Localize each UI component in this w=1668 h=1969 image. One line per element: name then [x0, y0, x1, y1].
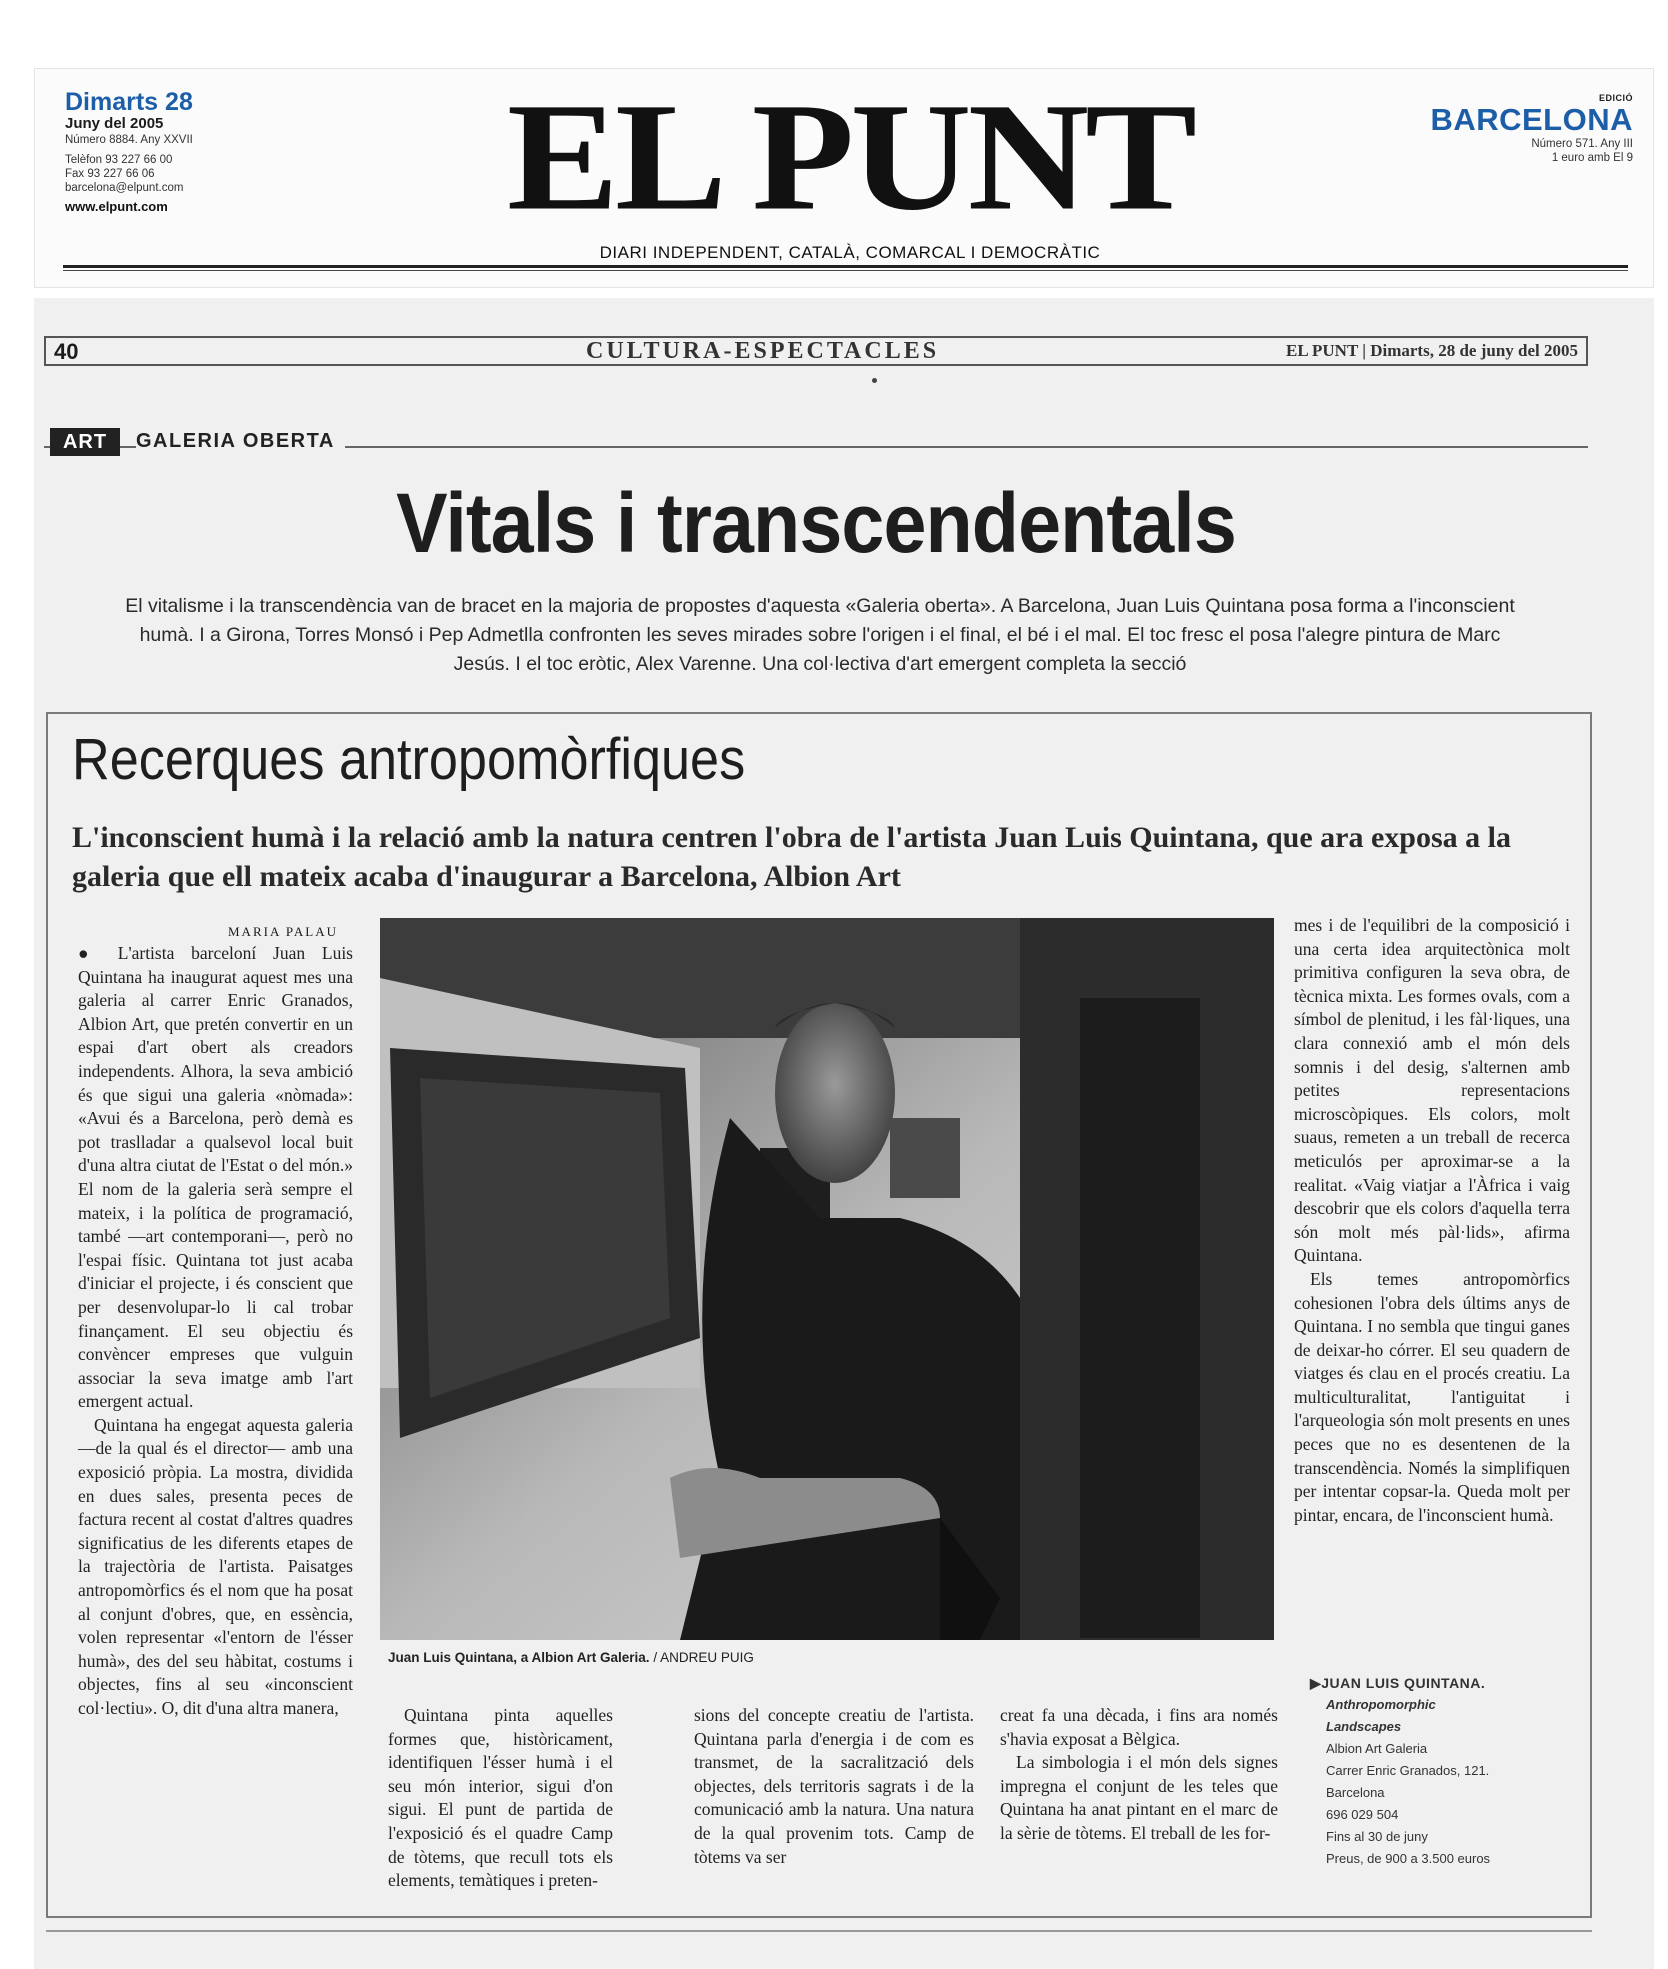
masthead-rule	[63, 265, 1628, 268]
masthead-issue: Número 8884. Any XXVII	[65, 134, 193, 146]
paragraph: Els temes antropomòrfics cohesionen l'obra dels últims anys de Quintana. I no sembla que tingui ganes de deixar-ho córrer. El seu quadern de viatges és clau en el procés creatiu. La multiculturalitat, l'antiguitat i l'arqueologia són molt presents en unes peces que no es desentenen de la transcendència. Només la simplifiquen per intentar copsar-la. Queda molt per pintar, encara, de l'inconscient humà.	[1294, 1268, 1570, 1525]
page-number: 40	[54, 339, 79, 364]
masthead	[34, 68, 1654, 288]
article-column-1	[78, 942, 353, 1721]
article-photo	[380, 918, 1274, 1640]
paragraph: sions del concepte creatiu de l'artista. Quintana parla d'energia i de com es transmet, de la sacralització dels objectes, dels territoris sagrats i de la comunicació amb la natura. Una natura de la qual provenim tots. Camp de tòtems va ser	[694, 1705, 974, 1867]
paragraph: Quintana pinta aquelles formes que, històricament, identifiquen l'ésser humà i el seu món interior, sigui d'on sigui. El punt de partida de l'exposició és el quadre Camp de tòtems, que recull tots els elements, temàtiques i preten-	[388, 1705, 613, 1891]
paragraph: Quintana ha engegat aquesta galeria —de la qual és el director— amb una exposició pròpia. La mostra, dividida en dues sales, presenta peces de factura recent al costat d'altres quadres significatius de les diferents etapes de la trajectòria de l'artista. Paisatges antropomòrfics és el nom que ha posat al conjunt d'obres, que, en essència, volen representar «l'entorn de l'ésser humà», des del seu hàbitat, costums i objectes, fins al seu «inconscient col·lectiu». O, dit d'una altra manera,	[78, 1414, 353, 1718]
paragraph: La simbologia i el món dels signes impregna el conjunt de les teles que Quintana ha anat pintant en el marc de la sèrie de tòtems. El treball de les for-	[1000, 1752, 1278, 1843]
running-head	[44, 336, 1588, 366]
page-dot	[872, 378, 877, 383]
masthead-rule-thin	[63, 270, 1628, 271]
kicker-label: GALERIA OBERTA	[136, 430, 345, 453]
info-artist: ▶JUAN LUIS QUINTANA.	[1310, 1675, 1486, 1691]
edition-label: EDICIÓ	[1598, 93, 1633, 103]
masthead-email: barcelona@elpunt.com	[65, 182, 184, 194]
info-city: Barcelona	[1326, 1785, 1385, 1800]
masthead-phone: Telèfon 93 227 66 00	[65, 154, 173, 166]
info-dates: Fins al 30 de juny	[1326, 1829, 1428, 1844]
photo-credit: / ANDREU PUIG	[653, 1650, 754, 1665]
byline: MARIA PALAU	[228, 924, 339, 939]
edition-city: BARCELONA	[1430, 102, 1633, 137]
standfirst: El vitalisme i la transcendència van de bracet en la majoria de propostes d'aquesta «Galeria oberta». A Barcelona, Juan Luis Quintana posa forma a l'inconscient humà. I a Girona, Torres Monsó i Pep Admetlla confronten les seves mirades sobre l'origen i el final, el bé i el mal. El toc fresc el posa l'alegre pintura de Marc Jesús. I el toc eròtic, Alex Varenne. Una col·lectiva d'art emergent completa la secció	[125, 595, 1515, 675]
caption-text: Juan Luis Quintana, a Albion Art Galeria.	[388, 1650, 650, 1665]
info-work-title: Anthropomorphic	[1326, 1697, 1436, 1712]
article-column-2	[388, 1704, 613, 1893]
info-address: Carrer Enric Granados, 121.	[1326, 1763, 1490, 1778]
page-headline: Vitals i transcendentals	[396, 476, 1236, 570]
article-column-3	[694, 1704, 974, 1869]
running-head-date: EL PUNT | Dimarts, 28 de juny del 2005	[1286, 341, 1578, 360]
info-work-title-2: Landscapes	[1326, 1719, 1402, 1734]
photo-caption	[388, 1650, 754, 1665]
article-column-right	[1294, 914, 1570, 1527]
section-name: CULTURA-ESPECTACLES	[586, 338, 940, 364]
masthead-info-right	[1373, 93, 1633, 165]
portrait-image	[380, 918, 1274, 1640]
newspaper-title: EL PUNT	[506, 71, 1194, 243]
article-column-4	[1000, 1704, 1278, 1846]
masthead-day: Dimarts 28	[65, 88, 193, 116]
masthead-fax: Fax 93 227 66 06	[65, 168, 155, 180]
paragraph: ● L'artista barceloní Juan Luis Quintana ha inaugurat aquest mes una galeria al carrer Enric Granados, Albion Art, que pretén convertir en un espai d'art obert als creadors independents. Alhora, la seva ambició és que sigui una galeria «nòmada»: «Avui és a Barcelona, però demà es pot traslladar a qualsevol local buit d'una altra ciutat de l'Estat o del món.» El nom de la galeria serà sempre el mateix, i la política de programació, també —art contemporani—, però no l'espai físic. Quintana tot just acaba d'iniciar el projecte, i és conscient que per desenvolupar-lo li cal trobar finançament. El seu objectiu és convèncer empreses que vulguin associar la seva imatge amb l'art emergent actual.	[78, 943, 353, 1412]
paragraph: creat fa una dècada, i fins ara només s'havia exposat a Bèlgica.	[1000, 1705, 1278, 1749]
masthead-date: Juny del 2005	[65, 115, 164, 132]
article-title: Recerques antropomòrfiques	[72, 727, 746, 792]
masthead-web: www.elpunt.com	[65, 199, 168, 214]
info-phone: 696 029 504	[1326, 1807, 1399, 1822]
paragraph: mes i de l'equilibri de la composició i una certa idea arquitectònica molt primitiva configuren la seva obra, de tècnica mixta. Les formes ovals, com a símbol de plenitud, i les fàl·liques, una clara connexió amb el món dels somnis i del desig, s'alternen amb petites representacions microscòpiques. Els colors, molt suaus, remeten a un treball de recerca meticulós per aproximar-se a la realitat. «Vaig viatjar a l'Àfrica i vaig descobrir que els colors d'aquella terra són molt més pàl·lids», afirma Quintana.	[1294, 915, 1570, 1266]
newspaper-tagline: DIARI INDEPENDENT, CATALÀ, COMARCAL I DEMOCRÀTIC	[599, 243, 1101, 262]
info-venue: Albion Art Galeria	[1326, 1741, 1428, 1756]
kicker-tag: ART	[50, 428, 120, 456]
edition-price: 1 euro amb El 9	[1551, 152, 1633, 164]
info-prices: Preus, de 900 a 3.500 euros	[1326, 1851, 1491, 1866]
masthead-info-left	[65, 89, 325, 214]
bottom-rule	[46, 1930, 1592, 1932]
article-deck: L'inconscient humà i la relació amb la natura centren l'obra de l'artista Juan Luis Quintana, que ara exposa a la galeria que ell mateix acaba d'inaugurar a Barcelona, Albion Art	[72, 821, 1511, 893]
edition-issue: Número 571. Any III	[1531, 138, 1633, 150]
exhibition-info-box	[1310, 1672, 1580, 1870]
